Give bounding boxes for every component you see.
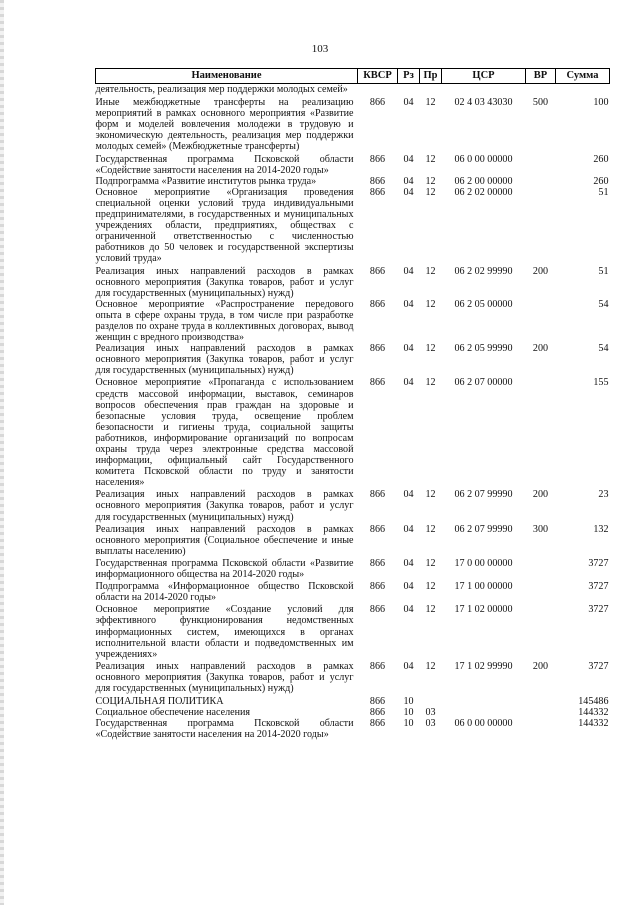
table-row bbox=[96, 84, 610, 96]
cell-name: Реализация иных направлений расходов в рамках основного мероприятия (Закупка товаров, работ и услуг для государственных (муниципальных) нужд) bbox=[95, 660, 354, 694]
cell-pr: 03 bbox=[425, 707, 436, 719]
table-row bbox=[96, 603, 610, 659]
cell-pr: 12 bbox=[425, 557, 436, 569]
cell-rz: 04 bbox=[403, 265, 414, 277]
cell-kvsr: 866 bbox=[369, 377, 386, 389]
budget-table bbox=[95, 68, 610, 740]
cell-kvsr: 866 bbox=[369, 581, 386, 593]
cell-name: Реализация иных направлений расходов в рамках основного мероприятия (Закупка товаров, работ и услуг для государственных (муниципальных) нужд) bbox=[95, 343, 354, 377]
cell-csr: 06 2 07 00000 bbox=[454, 377, 513, 389]
cell-pr: 12 bbox=[425, 660, 436, 672]
cell-rz: 04 bbox=[403, 660, 414, 672]
cell-vr bbox=[526, 176, 556, 187]
cell-rz: 10 bbox=[403, 707, 414, 719]
cell-sum: 23 bbox=[598, 489, 609, 501]
cell-kvsr: 866 bbox=[369, 175, 386, 187]
cell-kvsr: 866 bbox=[369, 557, 386, 569]
cell-rz: 04 bbox=[403, 581, 414, 593]
cell-rz: 04 bbox=[403, 343, 414, 355]
table-row bbox=[96, 187, 610, 265]
cell-csr: 06 2 07 99990 bbox=[454, 523, 513, 535]
cell-vr: 200 bbox=[532, 660, 549, 672]
table-row bbox=[96, 95, 610, 152]
cell-name: Государственная программа Псковской области «Содействие занятости населения на 2014-2020 годы» bbox=[95, 153, 354, 176]
cell-vr bbox=[526, 580, 556, 603]
cell-vr: 200 bbox=[532, 265, 549, 277]
cell-name: Реализация иных направлений расходов в рамках основного мероприятия (Закупка товаров, работ и услуг для государственных (муниципальных) нужд) bbox=[95, 489, 354, 523]
cell-sum: 155 bbox=[593, 377, 609, 389]
cell-sum: 260 bbox=[593, 153, 609, 165]
scan-edge bbox=[0, 0, 4, 905]
cell-vr bbox=[526, 84, 556, 96]
table-body bbox=[96, 84, 610, 741]
cell-sum bbox=[556, 84, 610, 96]
table-row bbox=[96, 176, 610, 187]
cell-pr: 12 bbox=[425, 581, 436, 593]
cell-sum: 3727 bbox=[588, 557, 609, 569]
cell-name: Социальное обеспечение населения bbox=[95, 707, 251, 719]
cell-csr bbox=[442, 707, 526, 718]
cell-vr bbox=[526, 187, 556, 265]
cell-sum: 260 bbox=[593, 175, 609, 187]
cell-kvsr: 866 bbox=[369, 604, 386, 616]
cell-csr: 06 0 00 00000 bbox=[454, 153, 513, 165]
header-kvsr: КВСР bbox=[358, 69, 398, 84]
cell-sum: 3727 bbox=[588, 660, 609, 672]
cell-rz: 04 bbox=[403, 186, 414, 198]
cell-sum: 100 bbox=[593, 97, 609, 109]
cell-sum: 3727 bbox=[588, 581, 609, 593]
table-row bbox=[96, 718, 610, 740]
table-header-row bbox=[96, 69, 610, 84]
cell-name: Реализация иных направлений расходов в рамках основного мероприятия (Закупка товаров, работ и услуг для государственных (муниципальных) нужд) bbox=[95, 265, 354, 299]
cell-name: Основное мероприятие «Создание условий для эффективного функционирования недомственных информационных систем, имеющихся в органах исполнительной власти области и подведомственных им учреждениях» bbox=[95, 604, 354, 660]
header-rz: Рз bbox=[398, 69, 420, 84]
cell-csr: 02 4 03 43030 bbox=[454, 97, 513, 109]
cell-kvsr: 866 bbox=[369, 343, 386, 355]
cell-vr: 200 bbox=[532, 489, 549, 501]
header-vr: ВР bbox=[526, 69, 556, 84]
cell-csr: 17 0 00 00000 bbox=[454, 557, 513, 569]
cell-pr bbox=[420, 84, 442, 96]
cell-pr bbox=[420, 694, 442, 707]
table-row bbox=[96, 376, 610, 488]
cell-pr: 12 bbox=[425, 343, 436, 355]
cell-kvsr: 866 bbox=[369, 718, 386, 730]
cell-csr: 17 1 02 99990 bbox=[454, 660, 513, 672]
cell-kvsr: 866 bbox=[369, 186, 386, 198]
cell-name: Иные межбюджетные трансферты на реализацию мероприятий в рамках основного мероприятия «Развитие форм и моделей вовлечения молодежи в трудовую и экономическую деятельность, реализация мер поддержки молодых семей» (Межбюджетные трансферты) bbox=[95, 97, 354, 153]
cell-rz: 10 bbox=[403, 696, 414, 708]
cell-csr: 06 2 07 99990 bbox=[454, 489, 513, 501]
cell-kvsr: 866 bbox=[369, 489, 386, 501]
table-row bbox=[96, 523, 610, 557]
cell-pr: 12 bbox=[425, 175, 436, 187]
header-csr: ЦСР bbox=[442, 69, 526, 84]
cell-vr: 200 bbox=[532, 343, 549, 355]
cell-name: Подпрограмма «Информационное общество Псковской области на 2014-2020 годы» bbox=[95, 581, 354, 604]
cell-vr bbox=[526, 603, 556, 659]
table-row bbox=[96, 557, 610, 580]
cell-csr: 06 2 02 00000 bbox=[454, 186, 513, 198]
cell-name: Государственная программа Псковской области «Содействие занятости населения на 2014-2020 годы» bbox=[95, 718, 354, 741]
cell-rz: 04 bbox=[403, 97, 414, 109]
cell-kvsr: 866 bbox=[369, 707, 386, 719]
cell-sum: 51 bbox=[598, 186, 609, 198]
cell-sum: 144332 bbox=[578, 707, 609, 719]
cell-sum: 132 bbox=[593, 523, 609, 535]
cell-rz: 10 bbox=[403, 718, 414, 730]
cell-vr bbox=[526, 707, 556, 718]
cell-csr: 06 2 05 99990 bbox=[454, 343, 513, 355]
table-row bbox=[96, 694, 610, 707]
cell-pr: 12 bbox=[425, 153, 436, 165]
cell-csr: 06 0 00 00000 bbox=[454, 718, 513, 730]
cell-rz: 04 bbox=[403, 489, 414, 501]
cell-sum: 3727 bbox=[588, 604, 609, 616]
page-number: 103 bbox=[311, 43, 329, 55]
cell-kvsr: 866 bbox=[369, 265, 386, 277]
table-row bbox=[96, 153, 610, 176]
cell-vr bbox=[526, 153, 556, 176]
cell-name: деятельность, реализация мер поддержки молодых семей» bbox=[95, 84, 348, 95]
cell-name: Государственная программа Псковской области «Развитие информационного общества на 2014-2020 годы» bbox=[95, 557, 354, 581]
table-row bbox=[96, 707, 610, 718]
cell-rz: 04 bbox=[403, 377, 414, 389]
cell-csr: 17 1 00 00000 bbox=[454, 581, 513, 593]
cell-csr bbox=[442, 84, 526, 96]
cell-name: Основное мероприятие «Пропаганда с использованием средств массовой информации, выставок, семинаров вопросов обеспечения прав граждан на здоровые и безопасные условия труда, освещение проблем безопасности и гигиены труда, социальной защиты работников, информирование организаций по вопросам охраны труда через электронные средства массовой информации, официальный сайт Государственного комитета Псковской области по труду и занятости населения» bbox=[95, 377, 354, 489]
cell-kvsr: 866 bbox=[369, 97, 386, 109]
cell-pr: 12 bbox=[425, 97, 436, 109]
cell-rz: 04 bbox=[403, 175, 414, 187]
cell-name: Подпрограмма «Развитие институтов рынка труда» bbox=[95, 175, 317, 187]
table-row bbox=[96, 660, 610, 694]
cell-sum: 54 bbox=[598, 298, 609, 310]
cell-pr: 12 bbox=[425, 186, 436, 198]
cell-name: Основное мероприятие «Организация проведения специальной оценки условий труда индивидуальными предпринимателями, в государственных и муниципальных учреждениях области, предприятиях, обществах с ограниченной ответственностью с численностью работников до 50 человек и государственной экспертизы условий труда» bbox=[95, 186, 354, 265]
cell-sum: 51 bbox=[598, 265, 609, 277]
header-pr: Пр bbox=[420, 69, 442, 84]
cell-csr: 06 2 05 00000 bbox=[454, 298, 513, 310]
table-row bbox=[96, 488, 610, 522]
cell-pr: 12 bbox=[425, 377, 436, 389]
cell-rz: 04 bbox=[403, 604, 414, 616]
cell-pr: 12 bbox=[425, 489, 436, 501]
table-row bbox=[96, 580, 610, 603]
cell-rz: 04 bbox=[403, 153, 414, 165]
cell-sum: 54 bbox=[598, 343, 609, 355]
header-name: Наименование bbox=[96, 69, 358, 84]
cell-rz: 04 bbox=[403, 557, 414, 569]
cell-vr bbox=[526, 299, 556, 343]
cell-rz: 04 bbox=[403, 523, 414, 535]
cell-rz: 04 bbox=[403, 298, 414, 310]
cell-csr bbox=[442, 694, 526, 707]
cell-pr: 12 bbox=[425, 265, 436, 277]
cell-vr: 300 bbox=[532, 523, 549, 535]
cell-rz bbox=[398, 84, 420, 96]
cell-vr: 500 bbox=[532, 97, 549, 109]
cell-sum: 144332 bbox=[578, 718, 609, 730]
cell-kvsr: 866 bbox=[369, 523, 386, 535]
table-row bbox=[96, 343, 610, 376]
cell-name: СОЦИАЛЬНАЯ ПОЛИТИКА bbox=[95, 696, 224, 708]
header-sum: Сумма bbox=[556, 69, 610, 84]
table-row bbox=[96, 265, 610, 299]
cell-name: Основное мероприятие «Распространение передового опыта в сфере охраны труда, в том числе при разработке разделов по охране труда в коллективных договорах, вывод женщин с вредного производства» bbox=[95, 298, 354, 344]
cell-csr: 06 2 02 99990 bbox=[454, 265, 513, 277]
cell-pr: 03 bbox=[425, 718, 436, 730]
cell-name: Реализация иных направлений расходов в рамках основного мероприятия (Социальное обеспечение и иные выплаты населению) bbox=[95, 523, 354, 557]
cell-kvsr: 866 bbox=[369, 153, 386, 165]
cell-pr: 12 bbox=[425, 523, 436, 535]
cell-vr bbox=[526, 694, 556, 707]
cell-vr bbox=[526, 376, 556, 488]
cell-kvsr bbox=[358, 84, 398, 96]
cell-pr: 12 bbox=[425, 298, 436, 310]
cell-kvsr: 866 bbox=[369, 298, 386, 310]
cell-vr bbox=[526, 718, 556, 740]
cell-vr bbox=[526, 557, 556, 580]
cell-pr: 12 bbox=[425, 604, 436, 616]
cell-csr: 06 2 00 00000 bbox=[454, 175, 513, 187]
cell-sum: 145486 bbox=[578, 696, 609, 708]
cell-kvsr: 866 bbox=[369, 696, 386, 708]
cell-csr: 17 1 02 00000 bbox=[454, 604, 513, 616]
cell-kvsr: 866 bbox=[369, 660, 386, 672]
table-row bbox=[96, 299, 610, 343]
